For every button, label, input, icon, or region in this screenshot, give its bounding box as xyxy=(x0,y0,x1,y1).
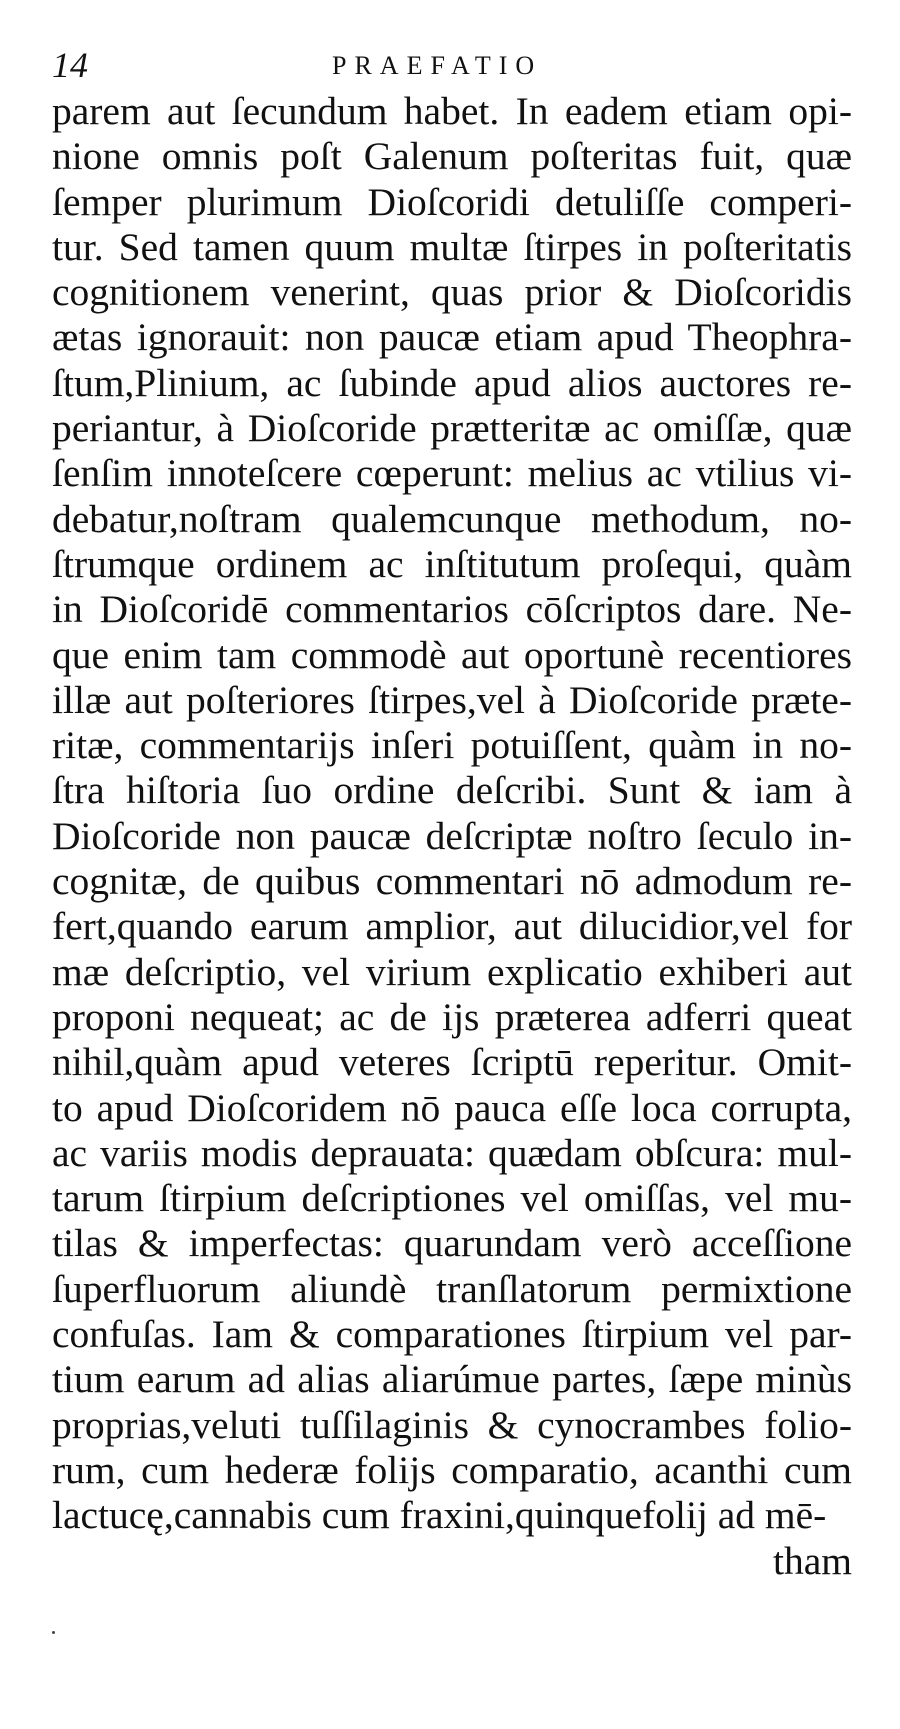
text-line: in Dioſcoridē commentarios cōſcriptos dare. Ne- xyxy=(52,587,852,632)
text-line: ritæ, commentarijs inſeri potuiſſent, quàm in no- xyxy=(52,723,852,768)
text-line: ac variis modis deprauata: quædam obſcura: mul- xyxy=(52,1130,852,1175)
text-line: ætas ignorauit: non paucæ etiam apud Theophra- xyxy=(52,315,852,360)
text-line: cognitæ, de quibus commentari nō admodum re- xyxy=(52,859,852,904)
text-line: periantur, à Dioſcoride prætteritæ ac omiſſæ, quæ xyxy=(52,406,852,451)
text-line: que enim tam commodè aut oportunè recentiores xyxy=(52,632,852,677)
text-line: to apud Dioſcoridem nō pauca eſſe loca corrupta, xyxy=(52,1085,852,1130)
text-line: nione omnis poſt Galenum poſteritas fuit, quæ xyxy=(52,134,852,179)
text-line: parem aut ſecundum habet. In eadem etiam opi- xyxy=(52,89,852,133)
text-line: tilas & imperfectas: quarundam verò acceſſione xyxy=(52,1221,852,1266)
text-line: debatur,noſtram qualemcunque methodum, no- xyxy=(52,496,852,541)
text-line: tium earum ad alias aliarúmue partes, ſæpe minùs xyxy=(52,1357,852,1402)
text-line: fert,quando earum amplior, aut dilucidior,vel for xyxy=(52,904,852,949)
text-line: cognitionem venerint, quas prior & Dioſcoridis xyxy=(52,270,852,315)
page-number: 14 xyxy=(52,45,88,85)
text-line: ſtrumque ordinem ac inſtitutum proſequi, quàm xyxy=(52,541,852,586)
text-line: nihil,quàm apud veteres ſcriptū reperitur. Omit- xyxy=(52,1040,852,1085)
text-line: ſemper plurimum Dioſcoridi detuliſſe comperi- xyxy=(52,179,852,224)
text-line: Dioſcoride non paucæ deſcriptæ noſtro ſeculo in- xyxy=(52,813,852,858)
page-header xyxy=(52,40,852,90)
text-line: tarum ſtirpium deſcriptiones vel omiſſas, vel mu- xyxy=(52,1176,852,1221)
text-line: ſenſim innoteſcere cœperunt: melius ac vtilius vi- xyxy=(52,451,852,496)
text-line: confuſas. Iam & comparationes ſtirpium vel par- xyxy=(52,1312,852,1357)
running-head: PRAEFATIO xyxy=(332,51,543,80)
text-line: tur. Sed tamen quum multæ ſtirpes in poſteritatis xyxy=(52,224,852,269)
text-line: ſtum,Plinium, ac ſubinde apud alios auctores re- xyxy=(52,360,852,405)
text-line: proponi nequeat; ac de ijs præterea adferri queat xyxy=(52,994,852,1039)
text-line: proprias,veluti tuſſilaginis & cynocrambes folio- xyxy=(52,1402,852,1447)
text-line: illæ aut poſteriores ſtirpes,vel à Dioſcoride præte- xyxy=(52,677,852,722)
text-line: lactucę,cannabis cum fraxini,quinquefolij ad mē- xyxy=(52,1493,827,1538)
catchword: tham xyxy=(773,1539,852,1583)
text-line: ſuperfluorum aliundè tranſlatorum permixtione xyxy=(52,1266,852,1311)
ink-speck xyxy=(52,1631,55,1634)
body-text xyxy=(52,89,852,1539)
text-line: mæ deſcriptio, vel virium explicatio exhiberi aut xyxy=(52,949,852,994)
text-line: rum, cum hederæ folijs comparatio, acanthi cum xyxy=(52,1447,852,1492)
text-line: ſtra hiſtoria ſuo ordine deſcribi. Sunt & iam à xyxy=(52,768,852,813)
